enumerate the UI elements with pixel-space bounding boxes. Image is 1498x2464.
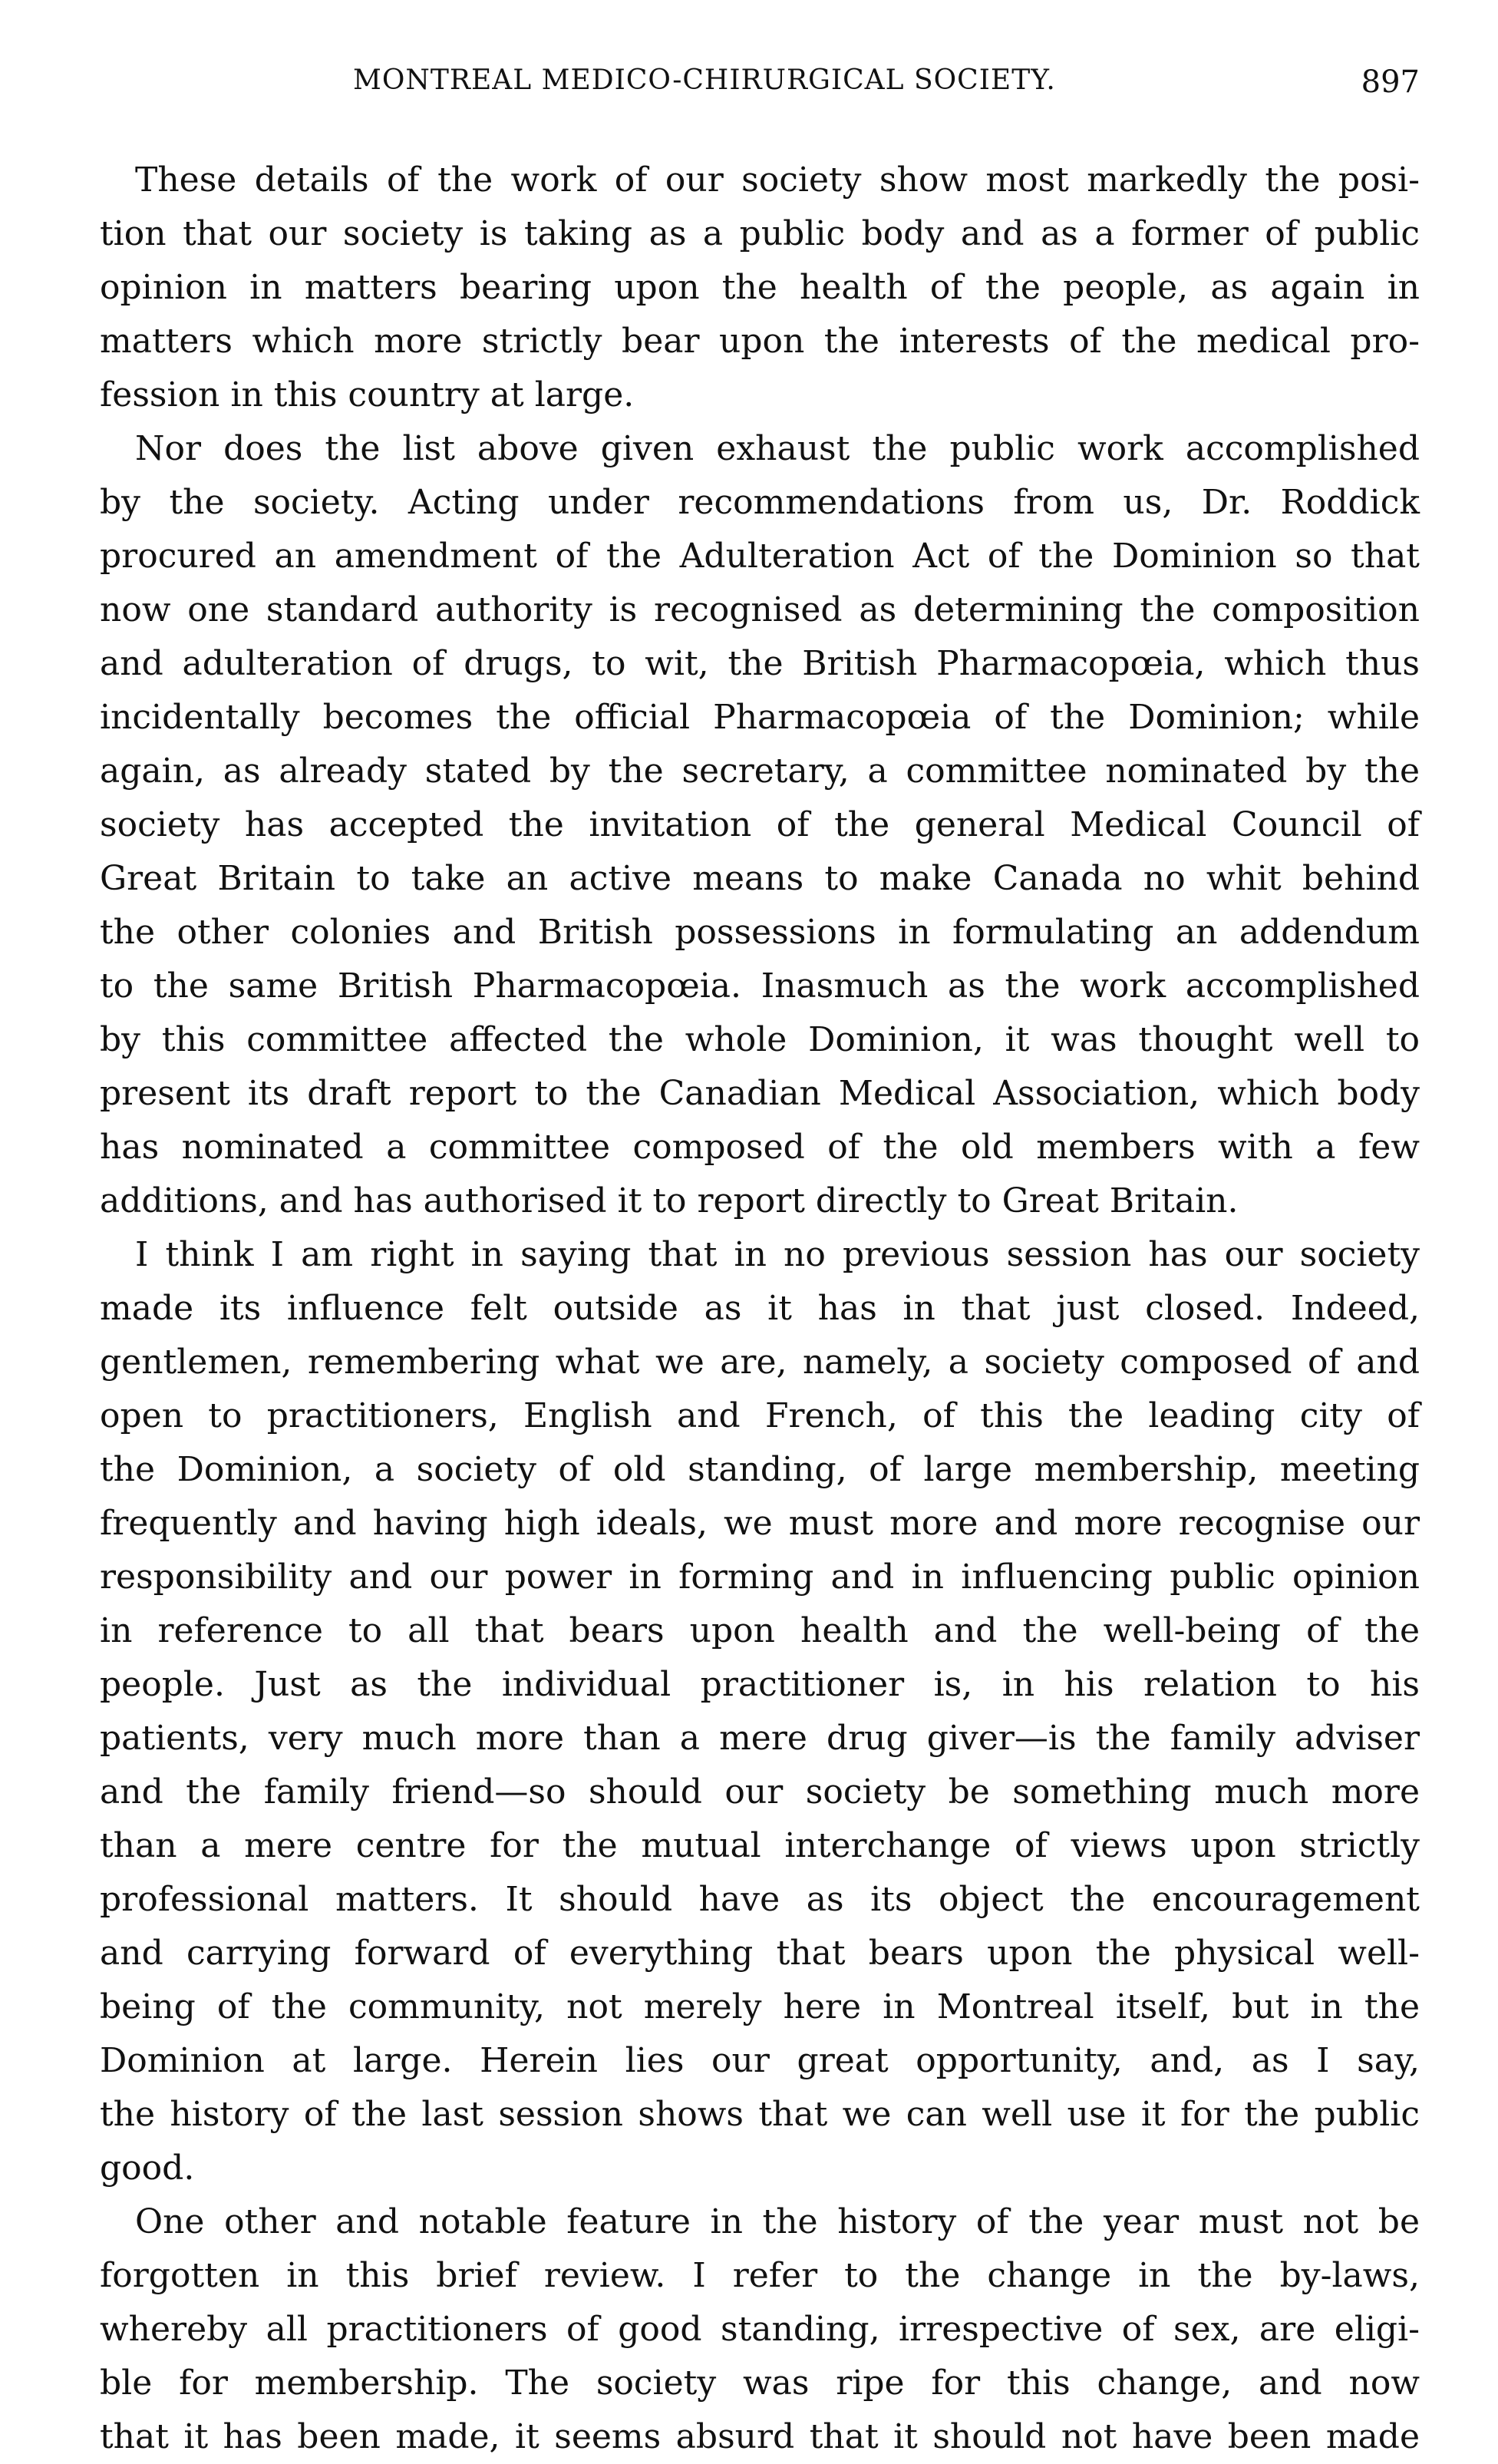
text-line: Nor does the list above given exhaust the public work accomplished <box>135 429 1420 468</box>
paragraph <box>100 422 1420 1228</box>
text-line: procured an amendment of the Adulteration Act of the Dominion so that <box>100 537 1420 576</box>
page-number: 897 <box>1361 64 1420 100</box>
text-line: opinion in matters bearing upon the health of the people, as again in <box>100 268 1420 307</box>
text-line: frequently and having high ideals, we must more and more recognise our <box>100 1504 1420 1543</box>
text-line: now one standard authority is recognised as determining the composition <box>100 590 1420 629</box>
text-line: gentlemen, remembering what we are, namely, a society composed of and <box>100 1343 1420 1382</box>
text-line: tion that our society is taking as a public body and as a former of public <box>100 214 1420 253</box>
text-line: the history of the last session shows that we can well use it for the public <box>100 2095 1420 2134</box>
text-line: Great Britain to take an active means to make Canada no whit behind <box>100 859 1420 898</box>
running-head <box>100 64 1420 111</box>
text-line: incidentally becomes the official Pharmacopœia of the Dominion; while <box>100 698 1420 737</box>
text-line: society has accepted the invitation of the general Medical Council of <box>100 805 1420 844</box>
text-line: professional matters. It should have as its object the encouragement <box>100 1880 1420 1919</box>
text-line: has nominated a committee composed of the old members with a few <box>100 1128 1420 1167</box>
paragraph <box>100 1228 1420 2195</box>
text-line: that it has been made, it seems absurd that it should not have been made <box>100 2417 1420 2456</box>
text-line: people. Just as the individual practitioner is, in his relation to his <box>100 1665 1420 1704</box>
text-line: to the same British Pharmacopœia. Inasmuch as the work accomplished <box>100 966 1420 1006</box>
text-line: present its draft report to the Canadian Medical Association, which body <box>100 1074 1420 1113</box>
text-line: fession in this country at large. <box>100 375 635 415</box>
body-text <box>100 154 1420 2464</box>
text-line: additions, and has authorised it to report directly to Great Britain. <box>100 1181 1239 1220</box>
text-line: forgotten in this brief review. I refer to the change in the by-laws, <box>100 2256 1420 2295</box>
text-line: by this committee affected the whole Dominion, it was thought well to <box>100 1020 1420 1059</box>
text-line: in reference to all that bears upon health and the well-being of the <box>100 1611 1420 1650</box>
text-line: open to practitioners, English and French, of this the leading city of <box>100 1396 1420 1435</box>
text-line: whereby all practitioners of good standing, irrespective of sex, are eligi- <box>100 2310 1420 2349</box>
text-line: being of the community, not merely here in Montreal itself, but in the <box>100 1987 1420 2026</box>
text-line: responsibility and our power in forming and in influencing public opinion <box>100 1557 1420 1597</box>
text-line: These details of the work of our society show most markedly the posi- <box>135 160 1420 200</box>
text-line: good. <box>100 2149 195 2188</box>
text-line: made its influence felt outside as it has in that just closed. Indeed, <box>100 1289 1420 1328</box>
paragraph <box>100 2195 1420 2464</box>
text-line: patients, very much more than a mere drug giver—is the family adviser <box>100 1719 1420 1758</box>
text-line: ble for membership. The society was ripe for this change, and now <box>100 2363 1420 2403</box>
paragraph <box>100 154 1420 422</box>
text-line: and adulteration of drugs, to wit, the British Pharmacopœia, which thus <box>100 644 1420 683</box>
text-line: the other colonies and British possessions in formulating an addendum <box>100 913 1420 952</box>
text-line: I think I am right in saying that in no previous session has our society <box>135 1235 1420 1274</box>
text-line: than a mere centre for the mutual interchange of views upon strictly <box>100 1826 1420 1865</box>
text-line: One other and notable feature in the history of the year must not be <box>135 2202 1420 2241</box>
text-line: by the society. Acting under recommendations from us, Dr. Roddick <box>100 483 1420 522</box>
running-title: MONTREAL MEDICO-CHIRURGICAL SOCIETY. <box>353 64 1056 96</box>
text-line: the Dominion, a society of old standing, of large membership, meeting <box>100 1450 1420 1489</box>
text-line: matters which more strictly bear upon the interests of the medical pro- <box>100 322 1420 361</box>
text-line: again, as already stated by the secretary, a committee nominated by the <box>100 751 1420 791</box>
text-line: and the family friend—so should our society be something much more <box>100 1772 1420 1812</box>
text-line: Dominion at large. Herein lies our great opportunity, and, as I say, <box>100 2041 1420 2080</box>
text-line: and carrying forward of everything that bears upon the physical well- <box>100 1934 1420 1973</box>
